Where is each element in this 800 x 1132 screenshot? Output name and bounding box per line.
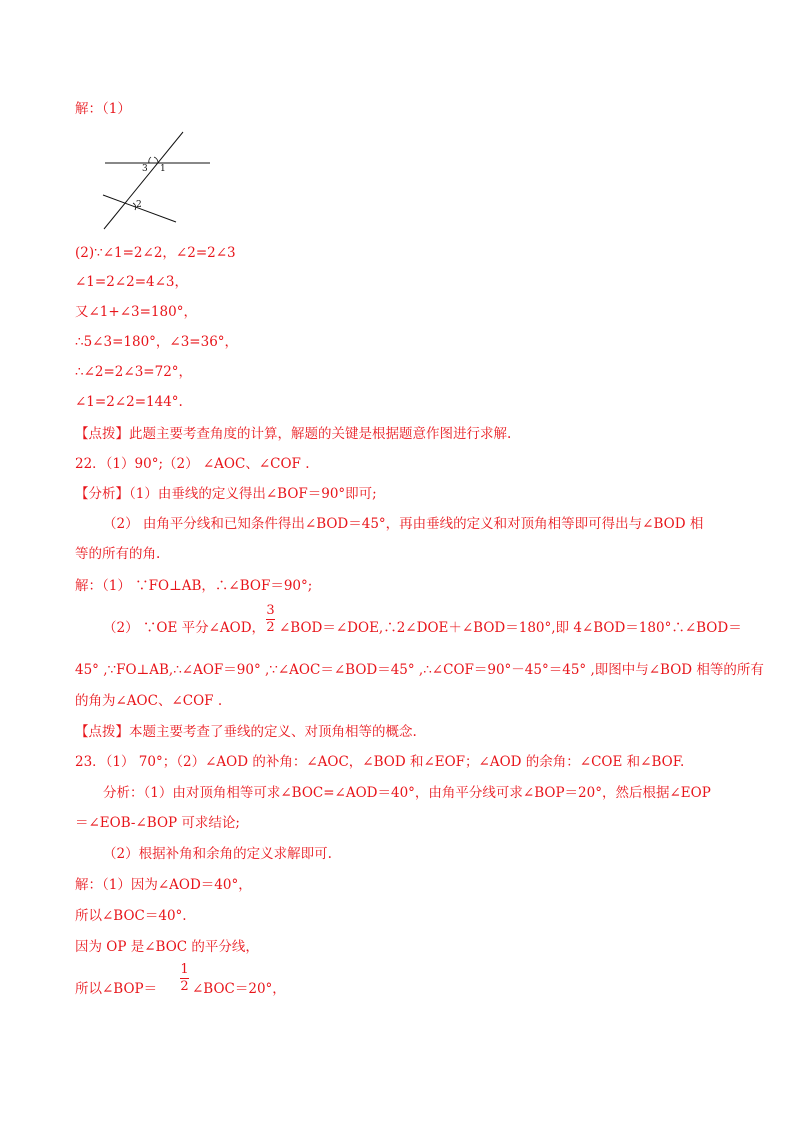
answer-22: 22．（1）90°;（2） ∠AOC、∠COF . bbox=[75, 456, 310, 472]
solution-22-2-start: （2） ∵OE 平分∠AOD， bbox=[103, 620, 266, 636]
tip-21: 【点拨】此题主要考查角度的计算，解题的关键是根据题意作图进行求解. bbox=[75, 426, 512, 442]
fraction-numerator: 3 bbox=[266, 603, 275, 618]
analysis-22-2-cont: 等的所有的角. bbox=[75, 546, 161, 562]
solution-22-2-cont: 45° ,∵FO⊥AB,∴∠AOF＝90° ,∵∠AOC＝∠BOD＝45° ,∴∠COF＝90°－45°＝45° ,即图中与∠BOD 相等的所有 bbox=[75, 662, 764, 678]
fraction-denominator: 2 bbox=[266, 620, 275, 635]
angle-arc-1 bbox=[154, 157, 158, 163]
solution-22-2-rest: ∠BOD＝∠DOE,∴2∠DOE＋∠BOD＝180°,即 4∠BOD＝180°∴∠BOD＝ bbox=[279, 620, 742, 636]
step-2-angle2: ∴∠2=2∠3=72°， bbox=[75, 364, 193, 380]
answer-23: 23．（1） 70°；（2）∠AOD 的补角：∠AOC，∠BOD 和∠EOF；∠AOD 的余角：∠COE 和∠BOF. bbox=[75, 754, 685, 770]
solution-23-1: 解：（1）因为∠AOD＝40°， bbox=[75, 877, 252, 893]
solution-23-boc: 所以∠BOC＝40°. bbox=[75, 908, 187, 924]
step-2-relation: ∠1=2∠2=4∠3， bbox=[75, 274, 189, 290]
fraction-numerator: 1 bbox=[180, 962, 189, 977]
solution-heading: 解：（1） bbox=[75, 101, 131, 117]
solution-23-bisector: 因为 OP 是∠BOC 的平分线， bbox=[75, 939, 259, 955]
step-2-angle3: ∴5∠3=180°，∠3=36°， bbox=[75, 334, 239, 350]
analysis-22-2: （2） 由角平分线和已知条件得出∠BOD＝45°，再由垂线的定义和对顶角相等即可得出与∠BOD 相 bbox=[103, 516, 704, 532]
tip-22: 【点拨】本题主要考查了垂线的定义、对顶角相等的概念. bbox=[75, 724, 417, 740]
angle-label-3: 3 bbox=[142, 164, 148, 174]
angle-arc-3 bbox=[149, 157, 151, 163]
analysis-23-1-cont: ＝∠EOB-∠BOP 可求结论; bbox=[75, 815, 240, 831]
step-2-angle1: ∠1=2∠2=144°. bbox=[75, 394, 183, 410]
step-2-sum: 又∠1+∠3=180°， bbox=[75, 304, 197, 320]
analysis-23-1: 分析：（1）由对顶角相等可求∠BOC=∠AOD＝40°，由角平分线可求∠BOP＝20°，然后根据∠EOP bbox=[103, 785, 711, 801]
fraction-denominator: 2 bbox=[180, 979, 189, 994]
angle-label-2: 2 bbox=[136, 200, 142, 210]
solution-22-1: 解：（1） ∵FO⊥AB，∴∠BOF＝90°; bbox=[75, 578, 313, 594]
fraction-3-2 bbox=[266, 604, 275, 635]
solution-22-2-end: 的角为∠AOC、∠COF . bbox=[75, 693, 223, 709]
step-2-given: (2)∵∠1=2∠2，∠2=2∠3 bbox=[75, 245, 236, 261]
angle-diagram bbox=[100, 128, 215, 234]
solution-23-bop-start: 所以∠BOP＝ bbox=[75, 981, 158, 997]
angle-label-1: 1 bbox=[160, 164, 166, 174]
analysis-22-1: 【分析】（1）由垂线的定义得出∠BOF＝90°即可; bbox=[75, 486, 377, 502]
diagram-transversal bbox=[104, 132, 183, 229]
fraction-1-2 bbox=[180, 963, 189, 994]
solution-23-bop-end: ∠BOC＝20°， bbox=[192, 981, 286, 997]
analysis-23-2: （2）根据补角和余角的定义求解即可. bbox=[103, 846, 332, 862]
